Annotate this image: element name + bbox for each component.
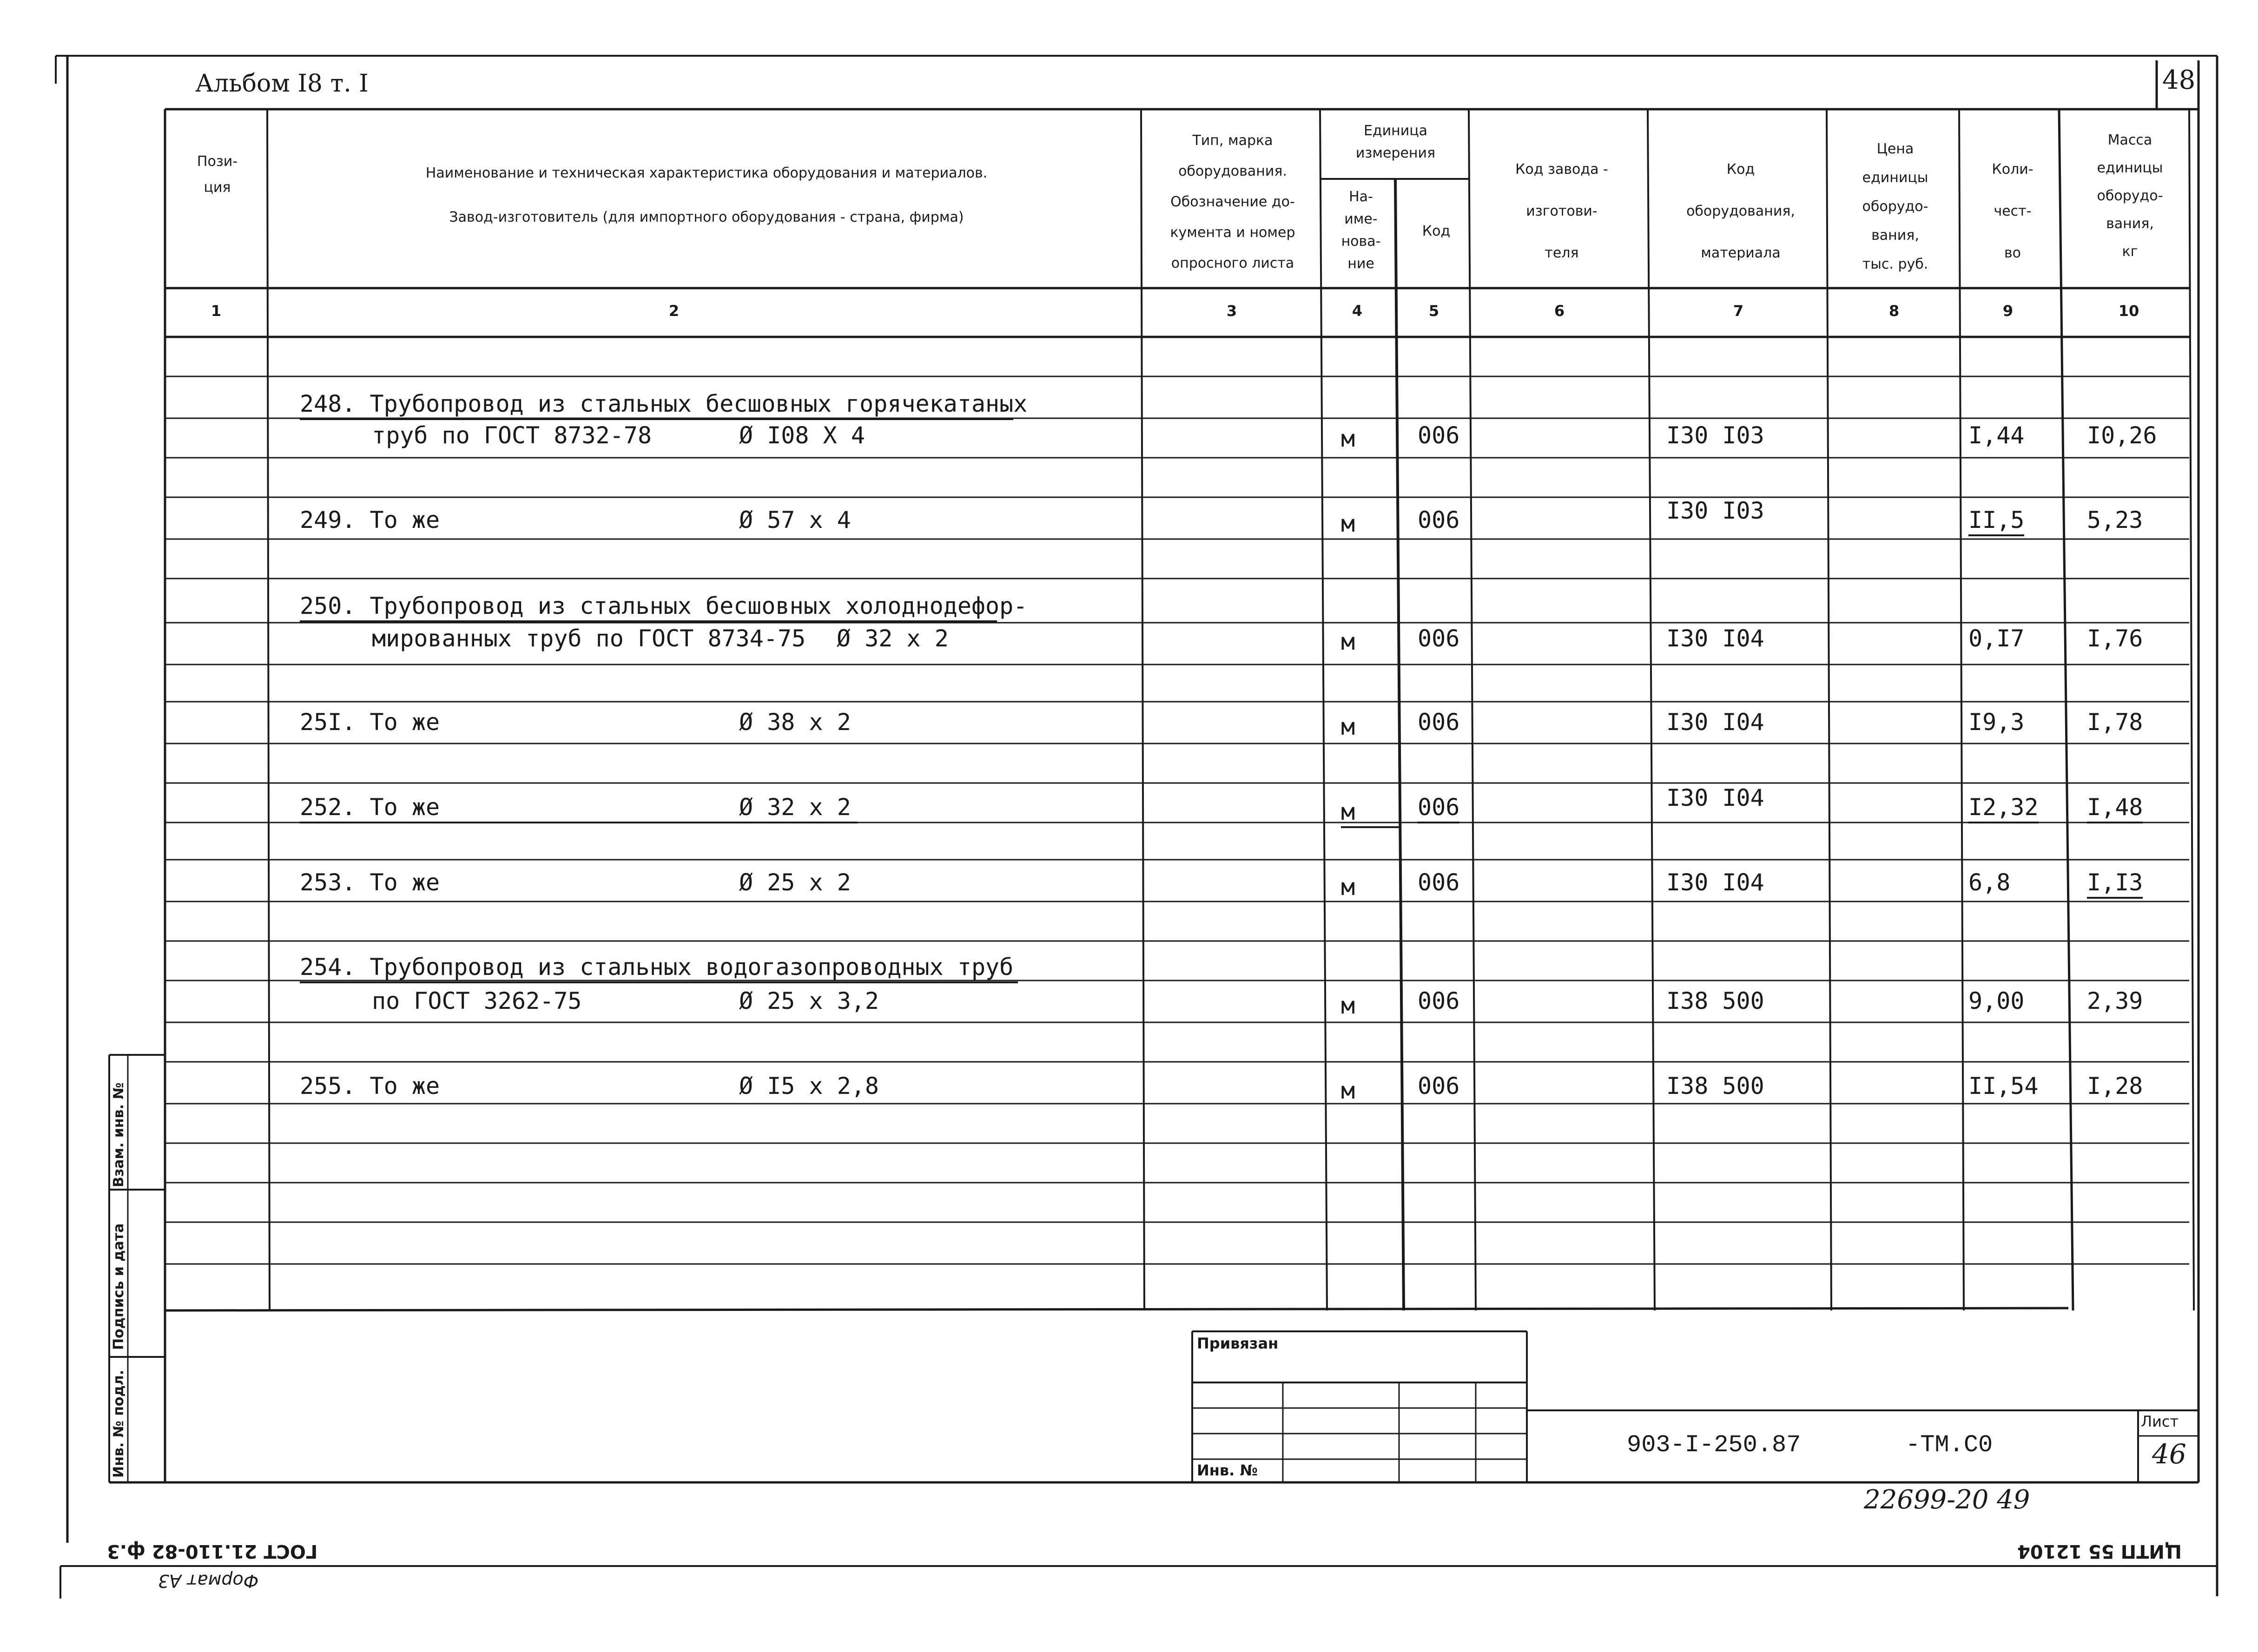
row-249-dimension: Ø 57 х 4 bbox=[739, 507, 851, 533]
row-248-name-line1: 248. Трубопровод из стальных бесшовных горячекатаных bbox=[300, 390, 1013, 420]
column-number: 8 bbox=[1888, 302, 1900, 320]
header-unit-group: Единица измерения bbox=[1355, 123, 1436, 161]
row-248-equipment-code: I30 I03 bbox=[1666, 422, 1764, 449]
row-253-unit: м bbox=[1341, 874, 1355, 901]
row-254-unit-code: 006 bbox=[1418, 987, 1460, 1014]
row-250-unit-code: 006 bbox=[1418, 625, 1460, 652]
column-number: 10 bbox=[2118, 302, 2139, 320]
inventory-number-label: Инв. № bbox=[1197, 1461, 1258, 1479]
row-249-unit: м bbox=[1341, 510, 1355, 537]
row-252-name: 252. То же bbox=[300, 794, 858, 823]
header-equipment-code: Код оборудования, материала bbox=[1686, 161, 1795, 261]
header-unit-mass: Масса единицы оборудо- вания, кг bbox=[2097, 132, 2163, 260]
row-254-mass: 2,39 bbox=[2087, 987, 2143, 1014]
row-253-mass: I,I3 bbox=[2087, 869, 2143, 899]
row-252-equipment-code: I30 I04 bbox=[1666, 784, 1764, 811]
row-248-unit: м bbox=[1341, 425, 1355, 452]
column-number: 6 bbox=[1554, 302, 1565, 320]
row-249-mass: 5,23 bbox=[2087, 507, 2143, 533]
format-a3-mirrored: Формат А3 bbox=[158, 1571, 259, 1591]
row-253-quantity: 6,8 bbox=[1968, 869, 2011, 896]
row-250-equipment-code: I30 I04 bbox=[1666, 625, 1764, 652]
row-248-name-line2: труб по ГОСТ 8732-78 bbox=[372, 422, 652, 449]
header-position: Пози- ция bbox=[197, 153, 238, 196]
row-252-unit: м bbox=[1341, 798, 1401, 828]
row-252-mass: I,48 bbox=[2087, 794, 2143, 823]
header-quantity: Коли- чест- во bbox=[1992, 161, 2034, 261]
row-251-unit: м bbox=[1341, 713, 1355, 740]
stamp-signature-date: Подпись и дата bbox=[111, 1223, 127, 1350]
column-number: 4 bbox=[1352, 302, 1363, 320]
row-251-name: 25I. То же bbox=[300, 709, 440, 736]
row-249-name: 249. То же bbox=[300, 507, 440, 533]
row-250-quantity: 0,I7 bbox=[1968, 625, 2025, 652]
row-255-unit: м bbox=[1341, 1077, 1355, 1104]
document-code: -ТМ.С0 bbox=[1906, 1431, 1993, 1459]
row-255-mass: I,28 bbox=[2087, 1073, 2143, 1099]
row-250-name-line1: 250. Трубопровод из стальных бесшовных холоднодефор- bbox=[300, 592, 997, 622]
row-252-unit-code: 006 bbox=[1418, 794, 1459, 823]
row-255-dimension: Ø I5 х 2,8 bbox=[739, 1073, 879, 1099]
row-248-mass: I0,26 bbox=[2087, 422, 2157, 449]
row-249-unit-code: 006 bbox=[1418, 507, 1460, 533]
corner-page-number: 48 bbox=[2162, 65, 2196, 95]
row-252-dimension: Ø 32 х 2 bbox=[739, 794, 851, 821]
row-250-dimension: Ø 32 х 2 bbox=[837, 625, 949, 652]
header-type: Тип, марка оборудования. Обозначение до- кумента и номер опросного листа bbox=[1170, 132, 1295, 271]
header-unit-code: Код bbox=[1422, 223, 1451, 239]
gost-form-mirrored: ГОСТ 21.110-82 ф.3 bbox=[107, 1540, 318, 1562]
sheet-label: Лист bbox=[2141, 1413, 2179, 1430]
row-253-dimension: Ø 25 х 2 bbox=[739, 869, 851, 896]
row-255-equipment-code: I38 500 bbox=[1666, 1073, 1764, 1099]
header-unit-price: Цена единицы оборудо- вания, тыс. руб. bbox=[1862, 141, 1928, 272]
row-249-equipment-code: I30 I03 bbox=[1666, 497, 1764, 524]
row-254-unit: м bbox=[1341, 992, 1355, 1019]
header-name: Наименование и техническая характеристика оборудования и материалов. Завод-изготовитель (для импортного оборудования - страна, фирма) bbox=[425, 165, 988, 225]
row-252-quantity: I2,32 bbox=[1968, 794, 2039, 823]
stamp-replacement-inventory: Взам. инв. № bbox=[111, 1082, 127, 1187]
row-250-unit: м bbox=[1341, 628, 1355, 655]
column-number: 5 bbox=[1428, 302, 1439, 320]
row-254-dimension: Ø 25 х 3,2 bbox=[739, 987, 879, 1014]
row-253-unit-code: 006 bbox=[1418, 869, 1460, 896]
row-255-name: 255. То же bbox=[300, 1073, 440, 1099]
row-255-quantity: II,54 bbox=[1968, 1073, 2039, 1099]
row-251-quantity: I9,3 bbox=[1968, 709, 2025, 736]
row-248-dimension: Ø I08 X 4 bbox=[739, 422, 865, 449]
row-251-equipment-code: I30 I04 bbox=[1666, 709, 1764, 736]
column-number: 2 bbox=[668, 302, 680, 320]
row-250-mass: I,76 bbox=[2087, 625, 2143, 652]
column-number: 3 bbox=[1226, 302, 1237, 320]
header-plant-code: Код завода - изготови- теля bbox=[1515, 161, 1608, 261]
row-253-equipment-code: I30 I04 bbox=[1666, 869, 1764, 896]
row-251-mass: I,78 bbox=[2087, 709, 2143, 736]
row-248-unit-code: 006 bbox=[1418, 422, 1460, 449]
header-unit-name: На- име- нова- ние bbox=[1341, 189, 1381, 272]
row-251-dimension: Ø 38 х 2 bbox=[739, 709, 851, 736]
ciitp-code-mirrored: ЦИТП 55 12104 bbox=[2017, 1540, 2182, 1562]
privyazan-label: Привязан bbox=[1197, 1335, 1279, 1352]
column-number: 7 bbox=[1733, 302, 1744, 320]
row-249-quantity: II,5 bbox=[1968, 507, 2024, 536]
row-254-name-line1: 254. Трубопровод из стальных водогазопроводных труб bbox=[300, 954, 1018, 983]
row-254-equipment-code: I38 500 bbox=[1666, 987, 1764, 1014]
stamp-original-inventory: Инв. № подл. bbox=[111, 1369, 127, 1478]
album-title: Альбом I8 т. I bbox=[195, 70, 369, 98]
row-251-unit-code: 006 bbox=[1418, 709, 1460, 736]
row-254-quantity: 9,00 bbox=[1968, 987, 2025, 1014]
column-number: 1 bbox=[211, 302, 222, 320]
row-255-unit-code: 006 bbox=[1418, 1073, 1460, 1099]
row-254-name-line2: по ГОСТ 3262-75 bbox=[372, 987, 582, 1014]
project-code: 903-I-250.87 bbox=[1627, 1431, 1801, 1459]
row-250-name-line2: мированных труб по ГОСТ 8734-75 bbox=[372, 625, 806, 652]
handwritten-inventory-number: 22699-20 49 bbox=[1864, 1485, 2030, 1515]
row-248-quantity: I,44 bbox=[1968, 422, 2025, 449]
row-253-name: 253. То же bbox=[300, 869, 440, 896]
sheet-number: 46 bbox=[2152, 1438, 2186, 1470]
column-number: 9 bbox=[2002, 302, 2014, 320]
